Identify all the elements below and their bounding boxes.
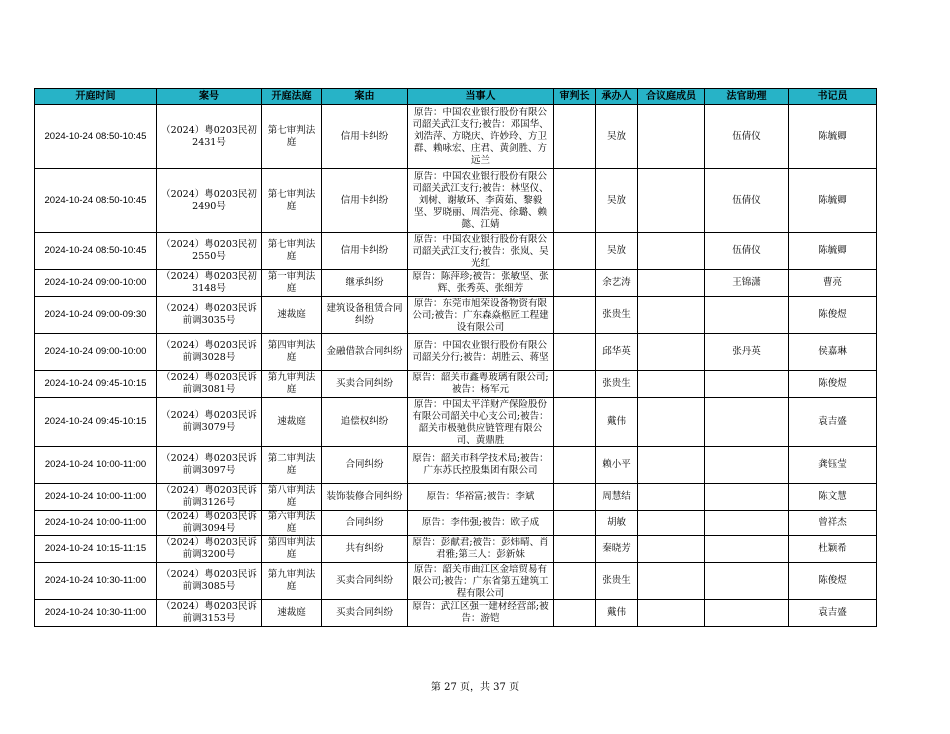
- header-presiding-judge: 审判长: [554, 89, 596, 105]
- header-case-number: 案号: [157, 89, 262, 105]
- cell-cause: 信用卡纠纷: [322, 233, 408, 270]
- cell-panel-members: [638, 484, 705, 511]
- cell-parties: [408, 169, 554, 233]
- cell-clerk: 曹亮: [789, 270, 877, 297]
- cell-cause: 装饰装修合同纠纷: [322, 484, 408, 511]
- cell-judge-assistant: [705, 600, 789, 627]
- cell-presiding-judge: [554, 563, 596, 600]
- header-parties: 当事人: [408, 89, 554, 105]
- cell-presiding-judge: [554, 297, 596, 334]
- cell-parties: [408, 334, 554, 371]
- cell-presiding-judge: [554, 484, 596, 511]
- cell-parties: [408, 371, 554, 398]
- table-row: [35, 447, 877, 484]
- header-time: 开庭时间: [35, 89, 157, 105]
- cell-parties: [408, 484, 554, 511]
- cell-time: 2024-10-24 08:50-10:45: [35, 105, 157, 169]
- cell-time: 2024-10-24 09:45-10:15: [35, 371, 157, 398]
- cell-presiding-judge: [554, 334, 596, 371]
- cell-clerk: 袁吉盛: [789, 398, 877, 447]
- cell-cause: 买卖合同纠纷: [322, 563, 408, 600]
- cell-time: 2024-10-24 08:50-10:45: [35, 169, 157, 233]
- cell-judge-assistant: [705, 563, 789, 600]
- cell-clerk: 陈毓卿: [789, 105, 877, 169]
- cell-court: 第二审判法庭: [262, 447, 322, 484]
- cell-time: 2024-10-24 09:00-10:00: [35, 270, 157, 297]
- cell-parties: [408, 536, 554, 563]
- parties-text: 原告：中国农业银行股份有限公司韶关分行;被告：胡胜云、蒋坚: [412, 340, 549, 363]
- cell-judge-assistant: [705, 511, 789, 536]
- cell-court: 速裁庭: [262, 297, 322, 334]
- cell-judge-assistant: [705, 398, 789, 447]
- cell-panel-members: [638, 169, 705, 233]
- header-panel-members: 合议庭成员: [638, 89, 705, 105]
- cell-clerk: 杜颖希: [789, 536, 877, 563]
- cell-handler: 吴放: [596, 105, 638, 169]
- cell-time: 2024-10-24 08:50-10:45: [35, 233, 157, 270]
- cell-parties: [408, 398, 554, 447]
- cell-judge-assistant: [705, 484, 789, 511]
- cell-clerk: 袁吉盛: [789, 600, 877, 627]
- cell-cause: 共有纠纷: [322, 536, 408, 563]
- cell-judge-assistant: 伍倩仪: [705, 169, 789, 233]
- hearing-schedule-table: [34, 88, 877, 627]
- cell-court: 第七审判法庭: [262, 105, 322, 169]
- parties-text: 原告：中国农业银行股份有限公司韶关武江支行;被告：邓国华、刘浩萍、方晓庆、许妙玲、方卫群、赖咏宏、庄君、黄剑胜、方远兰: [412, 106, 549, 166]
- cell-clerk: 陈毓卿: [789, 169, 877, 233]
- cell-handler: 余艺涛: [596, 270, 638, 297]
- header-handler: 承办人: [596, 89, 638, 105]
- cell-handler: 张贵生: [596, 563, 638, 600]
- cell-clerk: 曾祥杰: [789, 511, 877, 536]
- table-row: [35, 600, 877, 627]
- page-footer: 第 27 页，共 37 页: [430, 682, 520, 693]
- cell-court: 第四审判法庭: [262, 334, 322, 371]
- cell-court: 第一审判法庭: [262, 270, 322, 297]
- table-row: [35, 484, 877, 511]
- cell-case-number: （2024）粤0203民初3148号: [157, 270, 262, 297]
- cell-case-number: （2024）粤0203民诉前调3085号: [157, 563, 262, 600]
- cell-case-number: （2024）粤0203民诉前调3126号: [157, 484, 262, 511]
- table-row: [35, 536, 877, 563]
- cell-panel-members: [638, 371, 705, 398]
- cell-handler: 戴伟: [596, 600, 638, 627]
- cell-court: 第九审判法庭: [262, 563, 322, 600]
- cell-handler: 秦晓芳: [596, 536, 638, 563]
- cell-case-number: （2024）粤0203民诉前调3200号: [157, 536, 262, 563]
- cell-handler: 赖小平: [596, 447, 638, 484]
- cell-case-number: （2024）粤0203民诉前调3081号: [157, 371, 262, 398]
- cell-panel-members: [638, 297, 705, 334]
- cell-handler: 胡敏: [596, 511, 638, 536]
- cell-handler: 张贵生: [596, 371, 638, 398]
- cell-presiding-judge: [554, 371, 596, 398]
- parties-text: 原告：韶关市鑫粤玻璃有限公司;被告：杨军元: [412, 372, 549, 395]
- table-row: [35, 270, 877, 297]
- cell-handler: 吴放: [596, 169, 638, 233]
- parties-text: 原告：中国农业银行股份有限公司韶关武江支行;被告：张岚、吴光红: [412, 233, 549, 269]
- cell-court: 速裁庭: [262, 600, 322, 627]
- cell-parties: [408, 511, 554, 536]
- cell-handler: 邱华英: [596, 334, 638, 371]
- cell-cause: 建筑设备租赁合同纠纷: [322, 297, 408, 334]
- cell-presiding-judge: [554, 536, 596, 563]
- table-row: [35, 334, 877, 371]
- parties-text: 原告：李伟强;被告：欧子成: [421, 517, 540, 528]
- cell-parties: [408, 233, 554, 270]
- cell-clerk: 龚钰莹: [789, 447, 877, 484]
- cell-panel-members: [638, 270, 705, 297]
- cell-cause: 追偿权纠纷: [322, 398, 408, 447]
- table-row: [35, 563, 877, 600]
- cell-court: 第七审判法庭: [262, 169, 322, 233]
- cell-judge-assistant: 伍倩仪: [705, 233, 789, 270]
- cell-case-number: （2024）粤0203民初2431号: [157, 105, 262, 169]
- cell-case-number: （2024）粤0203民诉前调3035号: [157, 297, 262, 334]
- cell-handler: 张贵生: [596, 297, 638, 334]
- cell-case-number: （2024）粤0203民诉前调3028号: [157, 334, 262, 371]
- cell-court: 速裁庭: [262, 398, 322, 447]
- cell-case-number: （2024）粤0203民诉前调3094号: [157, 511, 262, 536]
- cell-judge-assistant: [705, 536, 789, 563]
- cell-presiding-judge: [554, 600, 596, 627]
- cell-cause: 信用卡纠纷: [322, 105, 408, 169]
- cell-panel-members: [638, 105, 705, 169]
- table-row: [35, 511, 877, 536]
- table-header-row: [35, 89, 877, 105]
- cell-judge-assistant: 王锦潇: [705, 270, 789, 297]
- cell-presiding-judge: [554, 511, 596, 536]
- parties-text: 原告：武江区强一建材经营部;被告：游铠: [412, 601, 549, 624]
- cell-presiding-judge: [554, 398, 596, 447]
- cell-presiding-judge: [554, 447, 596, 484]
- cell-case-number: （2024）粤0203民诉前调3153号: [157, 600, 262, 627]
- cell-cause: 合同纠纷: [322, 511, 408, 536]
- cell-panel-members: [638, 447, 705, 484]
- cell-cause: 买卖合同纠纷: [322, 600, 408, 627]
- cell-handler: 吴放: [596, 233, 638, 270]
- cell-presiding-judge: [554, 270, 596, 297]
- cell-judge-assistant: [705, 371, 789, 398]
- cell-parties: [408, 270, 554, 297]
- table-row: [35, 169, 877, 233]
- cell-court: 第八审判法庭: [262, 484, 322, 511]
- cell-cause: 继承纠纷: [322, 270, 408, 297]
- header-court: 开庭法庭: [262, 89, 322, 105]
- cell-time: 2024-10-24 09:00-10:00: [35, 334, 157, 371]
- header-cause: 案由: [322, 89, 408, 105]
- header-judge-assistant: 法官助理: [705, 89, 789, 105]
- parties-text: 原告：中国太平洋财产保险股份有限公司韶关中心支公司;被告：韶关市极驰供应链管理有限公司、黄鼎胜: [412, 398, 549, 446]
- cell-parties: [408, 563, 554, 600]
- cell-panel-members: [638, 536, 705, 563]
- cell-time: 2024-10-24 10:00-11:00: [35, 484, 157, 511]
- cell-judge-assistant: 伍倩仪: [705, 105, 789, 169]
- cell-presiding-judge: [554, 233, 596, 270]
- parties-text: 原告：中国农业银行股份有限公司韶关武江支行;被告：林坚仪、刘树、谢敏环、李茵茹、黎毅坚、罗晓丽、周浩亮、徐璐、赖懿、江婧: [412, 170, 549, 230]
- cell-panel-members: [638, 600, 705, 627]
- table-row: [35, 297, 877, 334]
- cell-court: 第四审判法庭: [262, 536, 322, 563]
- cell-clerk: 陈俊煜: [789, 297, 877, 334]
- cell-case-number: （2024）粤0203民初2490号: [157, 169, 262, 233]
- cell-time: 2024-10-24 10:00-11:00: [35, 447, 157, 484]
- cell-clerk: 陈俊煜: [789, 563, 877, 600]
- cell-panel-members: [638, 334, 705, 371]
- cell-court: 第六审判法庭: [262, 511, 322, 536]
- cell-clerk: 侯嘉琳: [789, 334, 877, 371]
- cell-time: 2024-10-24 09:45-10:15: [35, 398, 157, 447]
- cell-parties: [408, 600, 554, 627]
- table-row: [35, 398, 877, 447]
- cell-cause: 合同纠纷: [322, 447, 408, 484]
- cell-judge-assistant: 张丹英: [705, 334, 789, 371]
- cell-panel-members: [638, 398, 705, 447]
- cell-parties: [408, 297, 554, 334]
- cell-parties: [408, 447, 554, 484]
- cell-panel-members: [638, 563, 705, 600]
- table-row: [35, 233, 877, 270]
- cell-case-number: （2024）粤0203民诉前调3079号: [157, 398, 262, 447]
- cell-clerk: 陈俊煜: [789, 371, 877, 398]
- parties-text: 原告：东莞市旭荣设备物资有限公司;被告：广东森焱柩匠工程建设有限公司: [412, 297, 549, 333]
- cell-presiding-judge: [554, 105, 596, 169]
- cell-parties: [408, 105, 554, 169]
- parties-text: 原告：韶关市曲江区金培贸易有限公司;被告：广东省第五建筑工程有限公司: [412, 563, 549, 599]
- cell-court: 第七审判法庭: [262, 233, 322, 270]
- cell-time: 2024-10-24 10:30-11:00: [35, 600, 157, 627]
- cell-case-number: （2024）粤0203民初2550号: [157, 233, 262, 270]
- parties-text: 原告：华裕富;被告：李斌: [426, 491, 535, 502]
- cell-time: 2024-10-24 09:00-09:30: [35, 297, 157, 334]
- cell-presiding-judge: [554, 169, 596, 233]
- cell-court: 第九审判法庭: [262, 371, 322, 398]
- header-clerk: 书记员: [789, 89, 877, 105]
- table-row: [35, 371, 877, 398]
- cell-cause: 买卖合同纠纷: [322, 371, 408, 398]
- parties-text: 原告：韶关市科学技术局;被告：广东苏氏控股集团有限公司: [412, 453, 549, 476]
- cell-handler: 周慧结: [596, 484, 638, 511]
- parties-text: 原告：彭献君;被告：彭炜晴、肖君雅;第三人：彭新妹: [412, 537, 549, 560]
- cell-time: 2024-10-24 10:15-11:15: [35, 536, 157, 563]
- parties-text: 原告：陈萍珍;被告：张敏坚、张辉、张秀英、张细芳: [412, 271, 549, 294]
- table-row: [35, 105, 877, 169]
- cell-clerk: 陈毓卿: [789, 233, 877, 270]
- cell-cause: 金融借款合同纠纷: [322, 334, 408, 371]
- cell-case-number: （2024）粤0203民诉前调3097号: [157, 447, 262, 484]
- cell-time: 2024-10-24 10:00-11:00: [35, 511, 157, 536]
- cell-panel-members: [638, 233, 705, 270]
- cell-judge-assistant: [705, 297, 789, 334]
- cell-handler: 戴伟: [596, 398, 638, 447]
- cell-cause: 信用卡纠纷: [322, 169, 408, 233]
- cell-judge-assistant: [705, 447, 789, 484]
- cell-panel-members: [638, 511, 705, 536]
- cell-clerk: 陈文慧: [789, 484, 877, 511]
- cell-time: 2024-10-24 10:30-11:00: [35, 563, 157, 600]
